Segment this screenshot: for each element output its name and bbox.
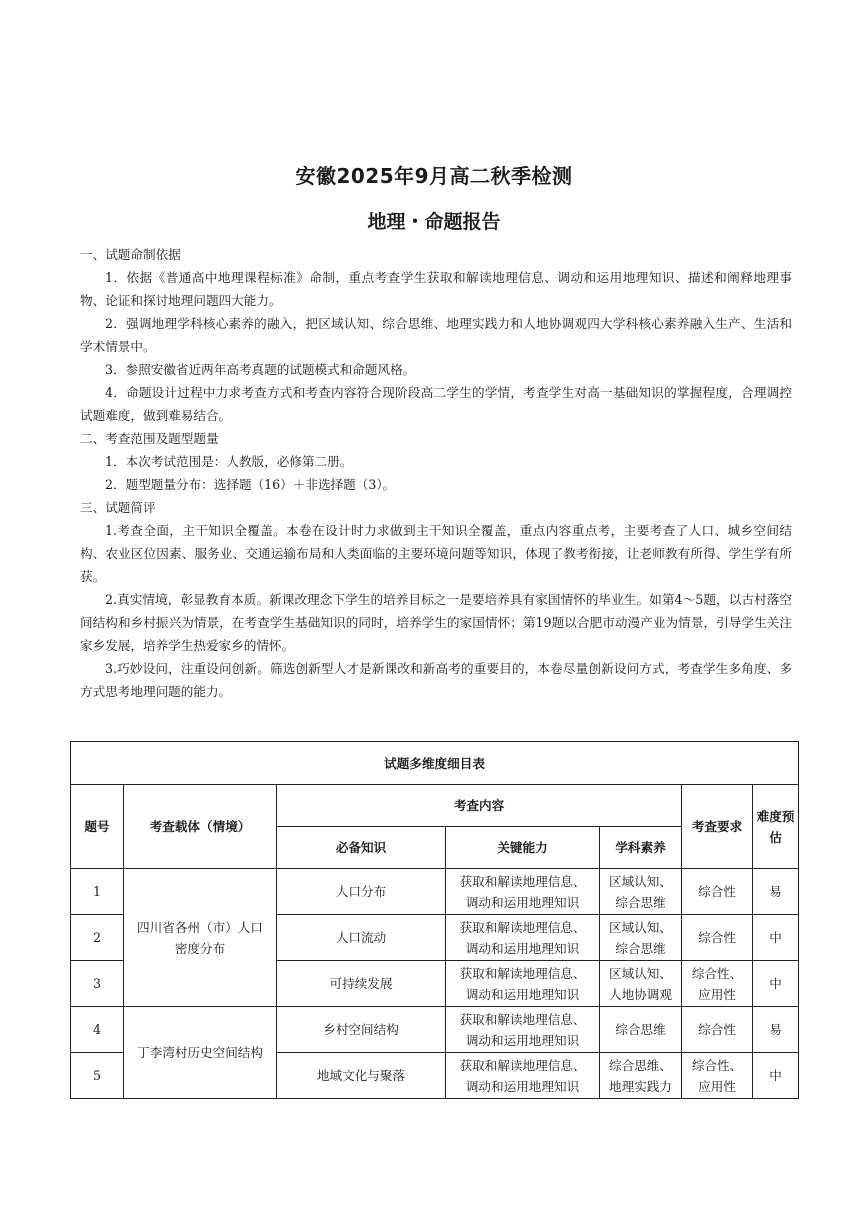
- row-literacy: 区域认知、 人地协调观: [600, 961, 682, 1007]
- header-ability: 关键能力: [446, 827, 600, 869]
- question-detail-table: [70, 741, 799, 1099]
- row-requirement: 综合性、 应用性: [682, 1053, 753, 1099]
- row-knowledge: 人口分布: [277, 869, 446, 915]
- row-requirement: 综合性: [682, 869, 753, 915]
- header-content: 考查内容: [277, 785, 682, 827]
- row-difficulty: 中: [753, 1053, 799, 1099]
- paragraph: 2.真实情境，彰显教育本质。新课改理念下学生的培养目标之一是要培养具有家国情怀的毕业生。如第4～5题，以古村落空间结构和乡村振兴为情景，在考查学生基础知识的同时，培养学生的家国情怀；第19题以合肥市动漫产业为情景，引导学生关注家乡发展，培养学生热爱家乡的情怀。: [80, 592, 792, 653]
- row-num: 2: [71, 915, 124, 961]
- row-num: 3: [71, 961, 124, 1007]
- paragraph: 1．本次考试范围是：人教版，必修第二册。: [105, 454, 353, 469]
- report-body: [80, 243, 792, 703]
- group-carrier: 四川省各州（市）人口密度分布: [124, 869, 277, 1007]
- row-knowledge: 人口流动: [277, 915, 446, 961]
- row-ability: 获取和解读地理信息、 调动和运用地理知识: [446, 915, 600, 961]
- paragraph: 2．强调地理学科核心素养的融入，把区域认知、综合思维、地理实践力和人地协调观四大学科核心素养融入生产、生活和学术情景中。: [80, 316, 792, 354]
- row-ability: 获取和解读地理信息、 调动和运用地理知识: [446, 869, 600, 915]
- row-knowledge: 可持续发展: [277, 961, 446, 1007]
- group-carrier: 丁李湾村历史空间结构: [124, 1007, 277, 1099]
- table-row: [71, 1007, 799, 1053]
- paragraph: 2．题型题量分布：选择题（16）＋非选择题（3）。: [105, 477, 396, 492]
- paragraph: 4．命题设计过程中力求考查方式和考查内容符合现阶段高二学生的学情，考查学生对高一基础知识的掌握程度，合理调控试题难度，做到难易结合。: [80, 385, 792, 423]
- header-num: 题号: [71, 785, 124, 869]
- paragraph: 3．参照安徽省近两年高考真题的试题模式和命题风格。: [105, 362, 416, 377]
- header-difficulty: 难度预估: [753, 785, 799, 869]
- table-caption: 试题多维度细目表: [71, 742, 799, 785]
- header-requirement: 考查要求: [682, 785, 753, 869]
- header-knowledge: 必备知识: [277, 827, 446, 869]
- row-literacy: 区域认知、 综合思维: [600, 915, 682, 961]
- paragraph: 1.考查全面，主干知识全覆盖。本卷在设计时力求做到主干知识全覆盖，重点内容重点考，主要考查了人口、城乡空间结构、农业区位因素、服务业、交通运输布局和人类面临的主要环境问题等知识，体现了教考衔接，让老师教有所得、学生学有所获。: [80, 523, 792, 584]
- section-heading: 三、试题简评: [80, 500, 156, 515]
- row-requirement: 综合性: [682, 1007, 753, 1053]
- document-title: 安徽2025年9月高二秋季检测: [295, 164, 573, 188]
- row-num: 1: [71, 869, 124, 915]
- row-num: 5: [71, 1053, 124, 1099]
- document-subtitle: 地理・命题报告: [367, 211, 501, 233]
- row-literacy: 综合思维、 地理实践力: [600, 1053, 682, 1099]
- row-knowledge: 地域文化与聚落: [277, 1053, 446, 1099]
- row-difficulty: 易: [753, 869, 799, 915]
- row-difficulty: 易: [753, 1007, 799, 1053]
- section-heading: 二、考查范围及题型题量: [80, 431, 219, 446]
- row-difficulty: 中: [753, 961, 799, 1007]
- row-ability: 获取和解读地理信息、 调动和运用地理知识: [446, 1053, 600, 1099]
- table-row: [71, 869, 799, 915]
- section-heading: 一、试题命制依据: [80, 247, 181, 262]
- paragraph: 3.巧妙设问，注重设问创新。筛选创新型人才是新课改和新高考的重要目的，本卷尽量创新设问方式，考查学生多角度、多方式思考地理问题的能力。: [80, 661, 792, 699]
- row-num: 4: [71, 1007, 124, 1053]
- row-requirement: 综合性: [682, 915, 753, 961]
- row-difficulty: 中: [753, 915, 799, 961]
- header-carrier: 考查载体（情境）: [124, 785, 277, 869]
- row-literacy: 综合思维: [600, 1007, 682, 1053]
- row-literacy: 区域认知、 综合思维: [600, 869, 682, 915]
- paragraph: 1．依据《普通高中地理课程标准》命制，重点考查学生获取和解读地理信息、调动和运用地理知识、描述和阐释地理事物、论证和探讨地理问题四大能力。: [80, 270, 792, 308]
- row-knowledge: 乡村空间结构: [277, 1007, 446, 1053]
- row-ability: 获取和解读地理信息、 调动和运用地理知识: [446, 961, 600, 1007]
- row-ability: 获取和解读地理信息、 调动和运用地理知识: [446, 1007, 600, 1053]
- header-literacy: 学科素养: [600, 827, 682, 869]
- row-requirement: 综合性、 应用性: [682, 961, 753, 1007]
